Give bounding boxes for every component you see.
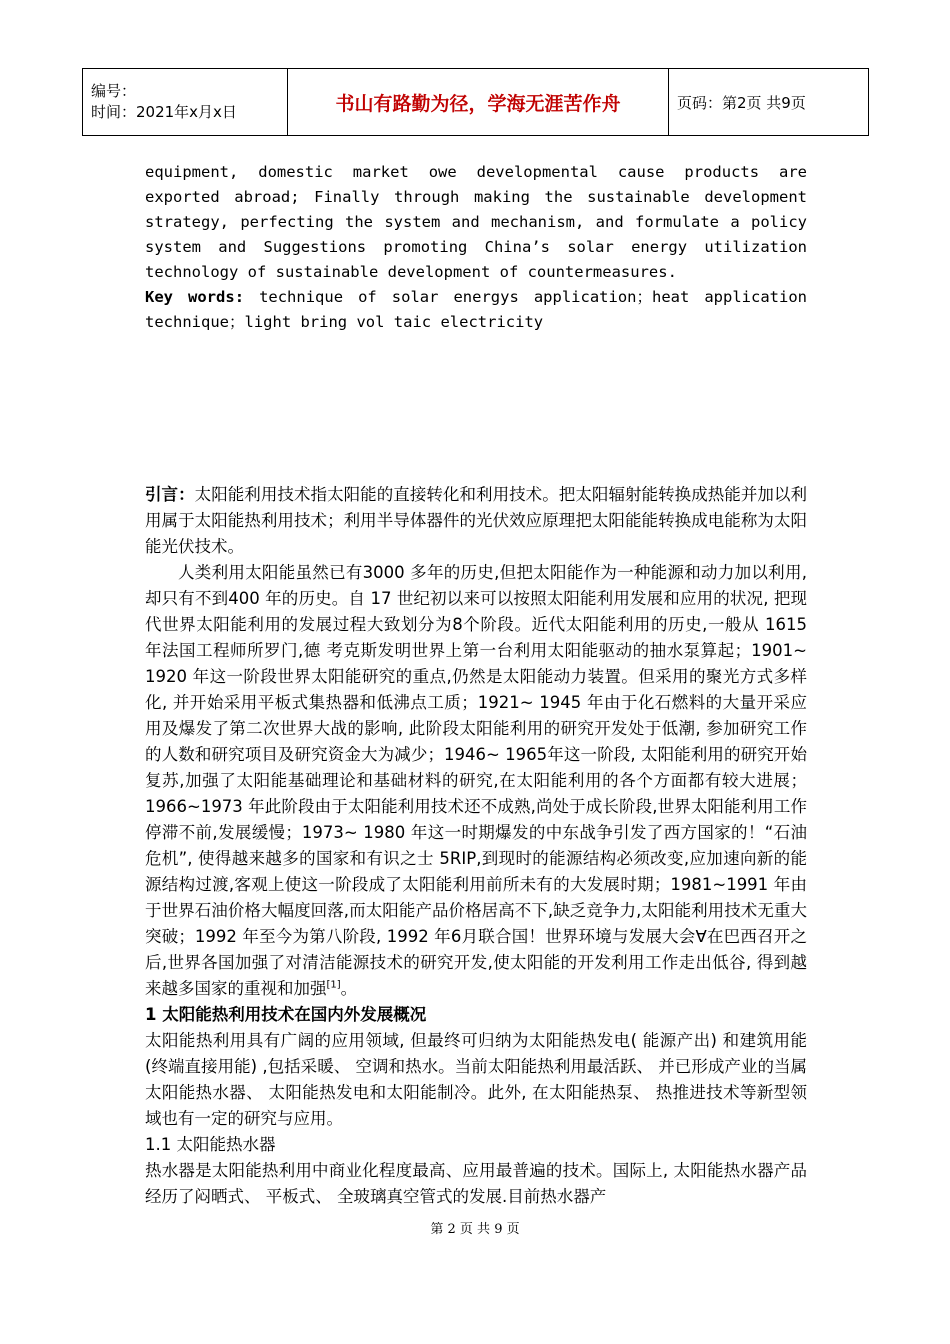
section11-paragraph: 热水器是太阳能热利用中商业化程度最高、应用最普遍的技术。国际上, 太阳能热水器产品经历了闷晒式、 平板式、 全玻璃真空管式的发展.目前热水器产 — [145, 1161, 807, 1206]
page-footer: 第 2 页 共 9 页 — [430, 1222, 520, 1237]
header-page-info: 页码：第2页 共9页 — [669, 69, 869, 136]
number-label: 编号： — [91, 82, 137, 100]
header-motto: 书山有路勤为径，学海无涯苦作舟 — [288, 69, 669, 136]
section1-paragraph: 太阳能热利用具有广阔的应用领域, 但最终可归纳为太阳能热发电( 能源产出) 和建筑用能(终端直接用能) ,包括采暖、 空调和热水。当前太阳能热利用最活跃、 并已形成产业的当属太阳能热水器、 太阳能热发电和太阳能制冷。此外, 在太阳能热泵、 热推进技术等新型领域也有一定的研究与应用。 — [145, 1031, 807, 1128]
english-abstract — [145, 160, 807, 335]
intro-label: 引言： — [145, 485, 195, 504]
section11-heading: 1.1 太阳能热水器 — [145, 1135, 276, 1154]
date-label: 时间：2021年x月x日 — [91, 103, 237, 121]
intro-text: 太阳能利用技术指太阳能的直接转化和利用技术。把太阳辐射能转换成热能并加以利用属于太阳能热利用技术；利用半导体器件的光伏效应原理把太阳能能转换成电能称为太阳能光伏技术。 — [145, 485, 808, 556]
keywords-text: technique of solar energys application；heat application technique；light bring vol taic electricity — [145, 288, 807, 331]
header-meta — [83, 69, 288, 136]
intro-paragraph — [145, 482, 807, 560]
section1-heading: 1 太阳能热利用技术在国内外发展概况 — [145, 1005, 427, 1024]
history-paragraph — [145, 560, 807, 1002]
citation: [1] — [326, 979, 341, 991]
keywords-label: Key words: — [145, 288, 245, 306]
abstract-paragraph: equipment, domestic market owe developmental cause products are exported abroad; Finally through making the sustainable development strategy, perfecting the system and mechanism, and formulate a policy system and Suggestions promoting China’s solar energy utilization technology of sustainable development of countermeasures. — [145, 163, 807, 281]
history-end: 。 — [340, 979, 358, 998]
history-text: 人类利用太阳能虽然已有3000 多年的历史,但把太阳能作为一种能源和动力加以利用,却只有不到400 年的历史。自 17 世纪初以来可以按照太阳能利用发展和应用的状况, 把现代世界太阳能利用的发展过程大致划分为8个阶段。近代太阳能利用的历史,一般从 1615 年法国工程师所罗门,德 考克斯发明世界上第一台利用太阳能驱动的抽水泵算起；1901~ 1920 年这一阶段世界太阳能研究的重点,仍然是太阳能动力装置。但采用的聚光方式多样化, 并开始采用平板式集热器和低沸点工质；1921~ 1945 年由于化石燃料的大量开采应用及爆发了第二次世界大战的影响, 此阶段太阳能利用的研究开发处于低潮, 参加研究工作的人数和研究项目及研究资金大为减少；1946~ 1965年这一阶段, 太阳能利用的研究开始复苏,加强了太阳能基础理论和基础材料的研究,在太阳能利用的各个方面都有较大进展；1966~1973 年此阶段由于太阳能利用技术还不成熟,尚处于成长阶段,世界太阳能利用工作停滞不前,发展缓慢；1973~ 1980 年这一时期爆发的中东战争引发了西方国家的！“石油危机”, 使得越来越多的国家和有识之士 5RIP,到现时的能源结构必须改变,应加速向新的能源结构过渡,客观上使这一阶段成了太阳能利用前所未有的大发展时期；1981~1991 年由于世界石油价格大幅度回落,而太阳能产品价格居高不下,缺乏竞争力,太阳能利用技术无重大突破；1992 年至今为第八阶段, 1992 年6月联合国！世界环境与发展大会∀在巴西召开之后,世界各国加强了对清洁能源技术的研究开发,使太阳能的开发利用工作走出低谷, 得到越来越多国家的重视和加强 — [145, 563, 807, 998]
keywords-line — [145, 285, 807, 335]
page-header — [82, 68, 869, 136]
chinese-body — [145, 482, 807, 1210]
